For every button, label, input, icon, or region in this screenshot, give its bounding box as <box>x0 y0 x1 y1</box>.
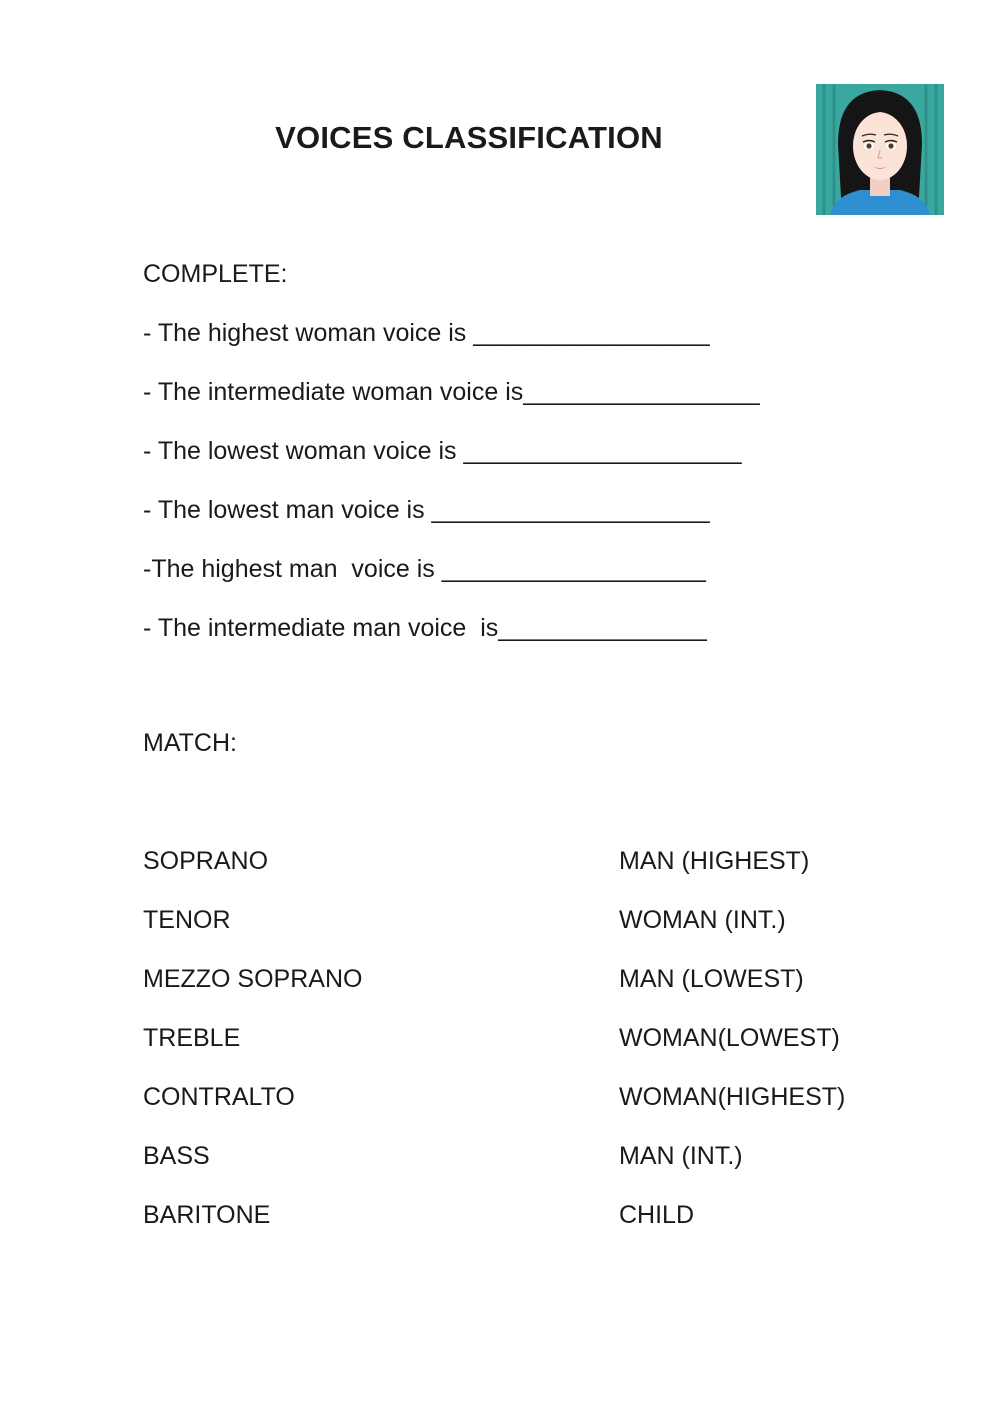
match-left-item: TENOR <box>143 906 231 934</box>
match-left-item: TREBLE <box>143 1024 241 1052</box>
match-label: MATCH: <box>143 729 237 757</box>
match-right-item: WOMAN (INT.) <box>619 906 786 934</box>
match-right-item: MAN (INT.) <box>619 1142 743 1170</box>
complete-label: COMPLETE: <box>143 260 288 288</box>
complete-line: - The highest woman voice is _________________ <box>143 319 710 347</box>
match-right-item: MAN (HIGHEST) <box>619 847 810 875</box>
match-left-item: MEZZO SOPRANO <box>143 965 363 993</box>
page-title: VOICES CLASSIFICATION <box>275 120 663 155</box>
match-left-item: CONTRALTO <box>143 1083 295 1111</box>
match-left-item: BARITONE <box>143 1201 271 1229</box>
complete-line: - The intermediate woman voice is_________________ <box>143 378 760 406</box>
complete-line: -The highest man voice is ___________________ <box>143 555 706 583</box>
woman-avatar-icon <box>816 84 944 215</box>
complete-line: - The intermediate man voice is_______________ <box>143 614 707 642</box>
complete-line: - The lowest man voice is ____________________ <box>143 496 710 524</box>
match-right-item: CHILD <box>619 1201 695 1229</box>
match-left-item: SOPRANO <box>143 847 269 875</box>
complete-line: - The lowest woman voice is ____________________ <box>143 437 742 465</box>
match-right-item: WOMAN(HIGHEST) <box>619 1083 846 1111</box>
match-right-item: MAN (LOWEST) <box>619 965 804 993</box>
match-right-item: WOMAN(LOWEST) <box>619 1024 840 1052</box>
match-left-item: BASS <box>143 1142 210 1170</box>
